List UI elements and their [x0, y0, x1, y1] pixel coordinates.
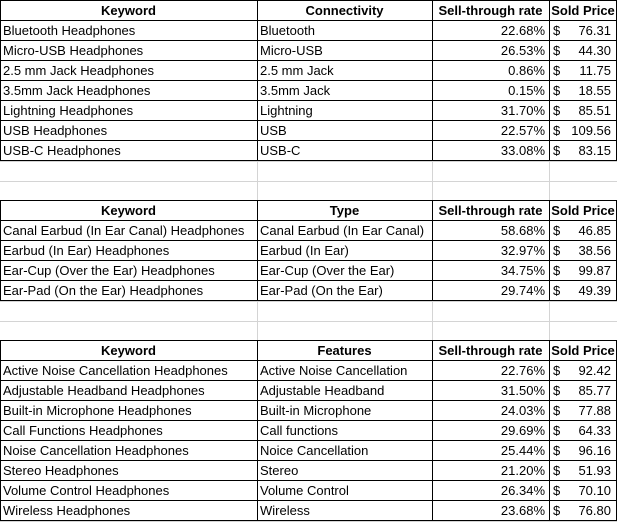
table-row [0, 501, 617, 521]
price-amount: 49.39 [578, 283, 611, 298]
category-cell[interactable]: Lightning [260, 103, 313, 118]
column-header: Connectivity [305, 3, 384, 18]
price-amount: 44.30 [578, 43, 611, 58]
keyword-cell[interactable]: Earbud (In Ear) Headphones [3, 243, 170, 258]
table-row [0, 121, 617, 141]
keyword-cell[interactable]: USB-C Headphones [3, 143, 121, 158]
table-row [0, 221, 617, 241]
category-cell[interactable]: Bluetooth [260, 23, 315, 38]
row-border [0, 100, 617, 101]
row-border [0, 240, 617, 241]
currency-symbol: $ [553, 63, 561, 78]
currency-symbol: $ [553, 83, 561, 98]
category-cell[interactable]: Ear-Pad (On the Ear) [260, 283, 383, 298]
sold-price-cell[interactable] [549, 61, 617, 81]
gridline [0, 161, 617, 162]
column-border [432, 340, 433, 521]
category-cell[interactable]: 2.5 mm Jack [260, 63, 334, 78]
row-border [0, 500, 617, 501]
keyword-cell[interactable]: Canal Earbud (In Ear Canal) Headphones [3, 223, 245, 238]
column-header: Sell-through rate [438, 343, 543, 358]
category-cell[interactable]: Micro-USB [260, 43, 323, 58]
table-row [0, 261, 617, 281]
sell-through-rate-cell[interactable]: 22.68% [500, 23, 545, 38]
column-border [257, 0, 258, 161]
keyword-cell[interactable]: USB Headphones [3, 123, 108, 138]
sell-through-rate-cell[interactable]: 26.53% [500, 43, 545, 58]
column-header: Keyword [101, 3, 156, 18]
sell-through-rate-cell[interactable]: 33.08% [500, 143, 545, 158]
currency-symbol: $ [553, 143, 561, 158]
column-header: Sold Price [551, 343, 615, 358]
row-border [0, 60, 617, 61]
category-cell[interactable]: USB-C [260, 143, 301, 158]
category-cell[interactable]: Built-in Microphone [260, 403, 372, 418]
price-amount: 85.51 [578, 103, 611, 118]
sold-price-cell[interactable] [549, 261, 617, 281]
price-amount: 18.55 [578, 83, 611, 98]
category-cell[interactable]: Noice Cancellation [260, 443, 369, 458]
table-row [0, 381, 617, 401]
price-amount: 64.33 [578, 423, 611, 438]
sell-through-rate-cell[interactable]: 58.68% [500, 223, 545, 238]
keyword-cell[interactable]: Volume Control Headphones [3, 483, 170, 498]
keyword-cell[interactable]: Ear-Cup (Over the Ear) Headphones [3, 263, 215, 278]
sell-through-rate-cell[interactable]: 22.76% [500, 363, 545, 378]
keyword-cell[interactable]: Adjustable Headband Headphones [3, 383, 205, 398]
keyword-cell[interactable]: 2.5 mm Jack Headphones [3, 63, 155, 78]
price-amount: 85.77 [578, 383, 611, 398]
table-row [0, 241, 617, 261]
row-border [0, 460, 617, 461]
category-cell[interactable]: Wireless [260, 503, 310, 518]
column-border [432, 0, 433, 161]
currency-symbol: $ [553, 423, 561, 438]
keyword-cell[interactable]: Active Noise Cancellation Headphones [3, 363, 228, 378]
sold-price-cell[interactable] [549, 441, 617, 461]
row-border [0, 140, 617, 141]
currency-symbol: $ [553, 483, 561, 498]
row-border [0, 80, 617, 81]
sell-through-rate-cell[interactable]: 26.34% [500, 483, 545, 498]
column-header: Sold Price [551, 203, 615, 218]
price-amount: 99.87 [578, 263, 611, 278]
price-amount: 76.31 [578, 23, 611, 38]
sell-through-rate-cell[interactable]: 34.75% [500, 263, 545, 278]
column-header: Keyword [101, 343, 156, 358]
gridline [0, 321, 617, 322]
category-cell[interactable]: 3.5mm Jack [260, 83, 331, 98]
column-header: Sold Price [551, 3, 615, 18]
row-border [0, 360, 617, 361]
column-border [432, 200, 433, 301]
currency-symbol: $ [553, 363, 561, 378]
row-border [0, 20, 617, 21]
price-amount: 77.88 [578, 403, 611, 418]
keyword-cell[interactable]: Wireless Headphones [3, 503, 131, 518]
sold-price-cell[interactable] [549, 241, 617, 261]
sold-price-cell[interactable] [549, 21, 617, 41]
table-row [0, 61, 617, 81]
keyword-cell[interactable]: Call Functions Headphones [3, 423, 163, 438]
sell-through-rate-cell[interactable]: 22.57% [500, 123, 545, 138]
category-cell[interactable]: Active Noise Cancellation [260, 363, 408, 378]
category-cell[interactable]: Earbud (In Ear) [260, 243, 349, 258]
row-border [0, 340, 617, 341]
table-row [0, 461, 617, 481]
currency-symbol: $ [553, 243, 561, 258]
sold-price-cell[interactable] [549, 81, 617, 101]
keyword-cell[interactable]: Built-in Microphone Headphones [3, 403, 192, 418]
row-border [0, 220, 617, 221]
currency-symbol: $ [553, 403, 561, 418]
price-amount: 11.75 [579, 63, 611, 78]
currency-symbol: $ [553, 503, 561, 518]
table-row [0, 141, 617, 161]
currency-symbol: $ [553, 443, 561, 458]
price-amount: 51.93 [578, 463, 611, 478]
currency-symbol: $ [553, 223, 561, 238]
table-row [0, 441, 617, 461]
column-border [549, 0, 550, 161]
price-amount: 76.80 [578, 503, 611, 518]
sell-through-rate-cell[interactable]: 29.69% [500, 423, 545, 438]
column-border [0, 0, 1, 161]
currency-symbol: $ [553, 383, 561, 398]
sell-through-rate-cell[interactable]: 24.03% [500, 403, 545, 418]
column-border [257, 200, 258, 301]
sell-through-rate-cell[interactable]: 0.86% [508, 63, 545, 78]
sell-through-rate-cell[interactable]: 32.97% [500, 243, 545, 258]
price-amount: 38.56 [578, 243, 611, 258]
keyword-cell[interactable]: 3.5mm Jack Headphones [3, 83, 151, 98]
column-border [0, 340, 1, 521]
category-cell[interactable]: Ear-Cup (Over the Ear) [260, 263, 395, 278]
sold-price-cell[interactable] [549, 221, 617, 241]
table-row [0, 401, 617, 421]
column-header: Sell-through rate [438, 203, 543, 218]
table-header-row [0, 1, 617, 21]
table-row [0, 81, 617, 101]
sold-price-cell[interactable] [549, 461, 617, 481]
row-border [0, 420, 617, 421]
table-row [0, 281, 617, 301]
sold-price-cell[interactable] [549, 121, 617, 141]
category-cell[interactable]: Call functions [260, 423, 339, 438]
category-cell[interactable]: Stereo [260, 463, 299, 478]
sold-price-cell[interactable] [549, 41, 617, 61]
currency-symbol: $ [553, 123, 561, 138]
row-border [0, 480, 617, 481]
sold-price-cell[interactable] [549, 501, 617, 521]
currency-symbol: $ [553, 283, 561, 298]
sell-through-rate-cell[interactable]: 23.68% [500, 503, 545, 518]
sold-price-cell[interactable] [549, 401, 617, 421]
row-border [0, 400, 617, 401]
column-header: Keyword [101, 203, 156, 218]
row-border [0, 40, 617, 41]
price-amount: 83.15 [578, 143, 611, 158]
currency-symbol: $ [553, 263, 561, 278]
category-cell[interactable]: Adjustable Headband [260, 383, 385, 398]
keyword-cell[interactable]: Bluetooth Headphones [3, 23, 136, 38]
price-amount: 109.56 [571, 123, 611, 138]
table-row [0, 41, 617, 61]
gridline [0, 181, 617, 182]
table-row [0, 21, 617, 41]
category-cell[interactable]: USB [260, 123, 287, 138]
column-border [549, 200, 550, 301]
row-border [0, 200, 617, 201]
sell-through-rate-cell[interactable]: 0.15% [508, 83, 545, 98]
column-header: Type [329, 203, 360, 218]
gridline [0, 301, 617, 302]
sold-price-cell[interactable] [549, 481, 617, 501]
sell-through-rate-cell[interactable]: 31.50% [500, 383, 545, 398]
currency-symbol: $ [553, 43, 561, 58]
sold-price-cell[interactable] [549, 141, 617, 161]
table-row [0, 421, 617, 441]
sell-through-rate-cell[interactable]: 21.20% [500, 463, 545, 478]
row-border [0, 160, 617, 161]
table-header-row [0, 201, 617, 221]
keyword-cell[interactable]: Lightning Headphones [3, 103, 134, 118]
column-header: Features [317, 343, 372, 358]
price-amount: 46.85 [578, 223, 611, 238]
row-border [0, 120, 617, 121]
price-amount: 70.10 [578, 483, 611, 498]
currency-symbol: $ [553, 103, 561, 118]
keyword-cell[interactable]: Stereo Headphones [3, 463, 119, 478]
keyword-cell[interactable]: Noise Cancellation Headphones [3, 443, 189, 458]
keyword-cell[interactable]: Micro-USB Headphones [3, 43, 144, 58]
sold-price-cell[interactable] [549, 281, 617, 301]
row-border [0, 260, 617, 261]
price-amount: 92.42 [578, 363, 611, 378]
table-header-row [0, 341, 617, 361]
sell-through-rate-cell[interactable]: 25.44% [500, 443, 545, 458]
sell-through-rate-cell[interactable]: 29.74% [500, 283, 545, 298]
table-row [0, 481, 617, 501]
currency-symbol: $ [553, 463, 561, 478]
row-border [0, 0, 617, 1]
row-border [0, 380, 617, 381]
row-border [0, 300, 617, 301]
column-border [257, 340, 258, 521]
keyword-cell[interactable]: Ear-Pad (On the Ear) Headphones [3, 283, 204, 298]
price-amount: 96.16 [578, 443, 611, 458]
category-cell[interactable]: Volume Control [260, 483, 349, 498]
sell-through-rate-cell[interactable]: 31.70% [500, 103, 545, 118]
row-border [0, 280, 617, 281]
sold-price-cell[interactable] [549, 381, 617, 401]
currency-symbol: $ [553, 23, 561, 38]
category-cell[interactable]: Canal Earbud (In Ear Canal) [260, 223, 425, 238]
column-border [0, 200, 1, 301]
sold-price-cell[interactable] [549, 361, 617, 381]
table-row [0, 361, 617, 381]
sold-price-cell[interactable] [549, 101, 617, 121]
column-border [549, 340, 550, 521]
row-border [0, 440, 617, 441]
sold-price-cell[interactable] [549, 421, 617, 441]
column-header: Sell-through rate [438, 3, 543, 18]
table-row [0, 101, 617, 121]
